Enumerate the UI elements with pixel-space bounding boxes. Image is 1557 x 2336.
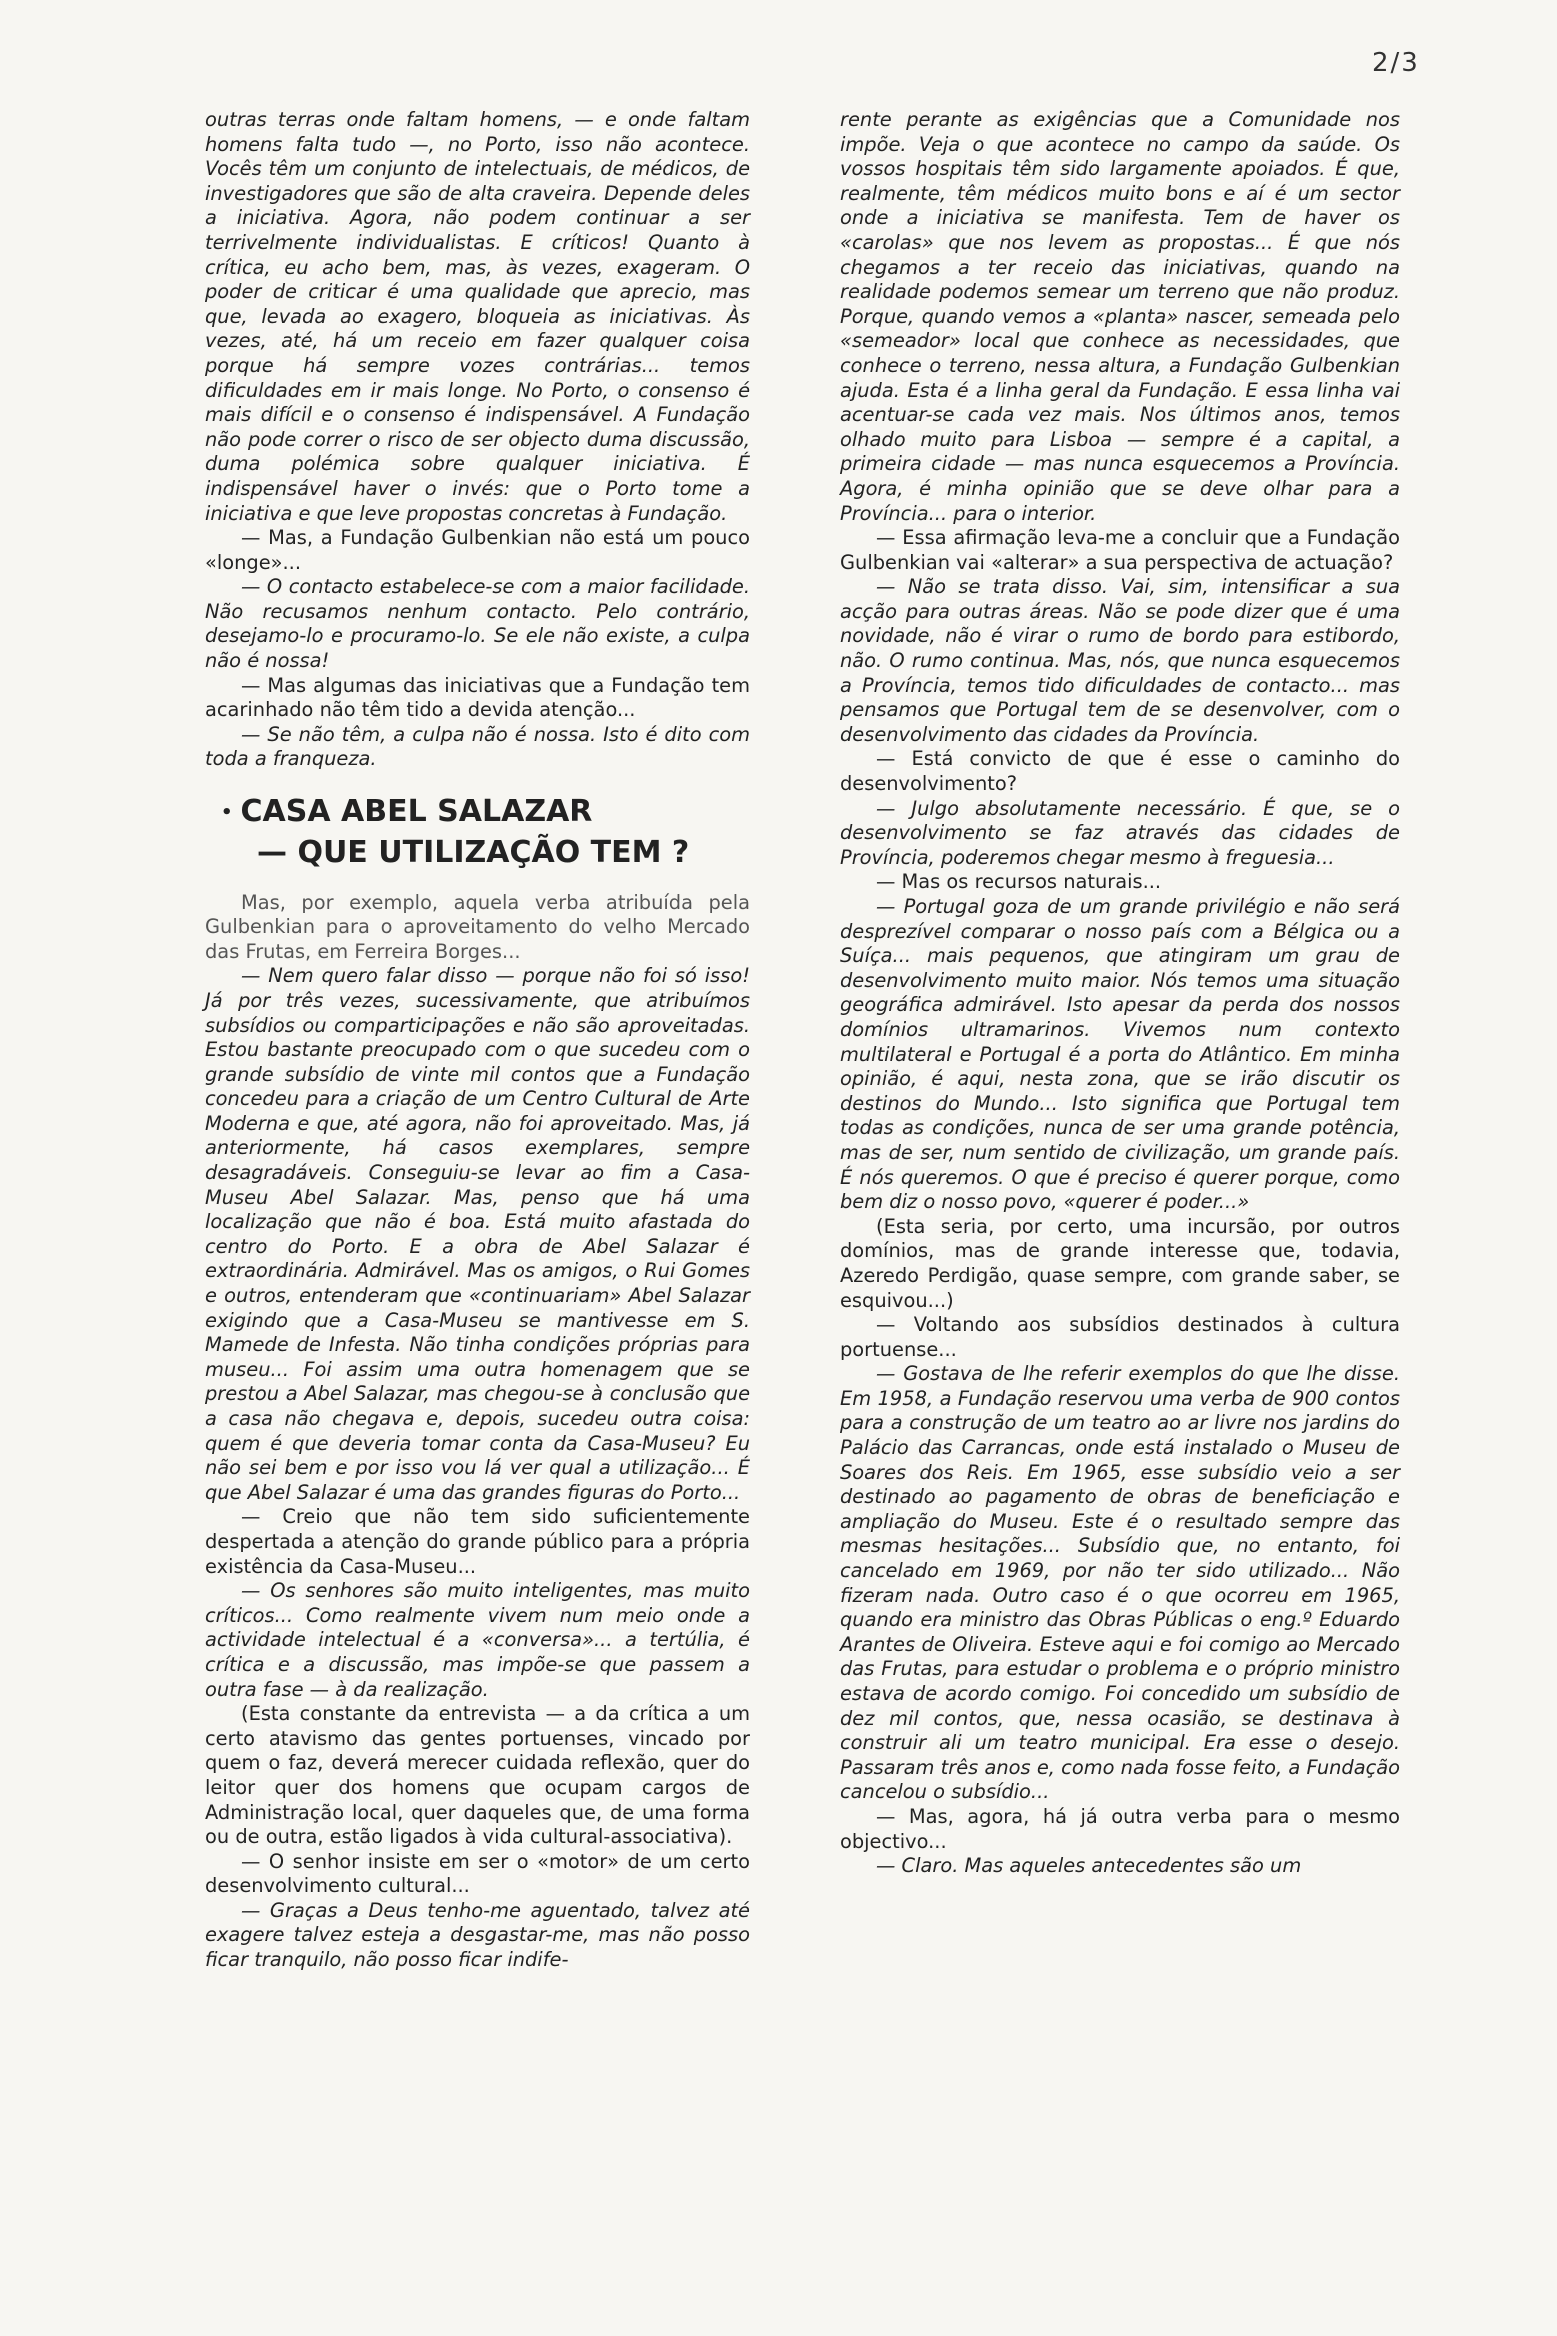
- right-paragraph: — Voltando aos subsídios destinados à cultura portuense...: [840, 1313, 1400, 1361]
- left-paragraph: — Nem quero falar disso — porque não foi só isso! Já por três vezes, sucessivamente, que atribuímos subsídios ou comparticipações e não são aproveitadas. Estou bastante preocupado com o que sucedeu com o grande subsídio de vinte mil contos que a Fundação concedeu para a criação de um Centro Cultural de Arte Moderna e que, até agora, não foi aproveitado. Mas, já anteriormente, há casos exemplares, sempre desagradáveis. Conseguiu-se levar ao fim a Casa-Museu Abel Salazar. Mas, penso que há uma localização que não é boa. Está muito afastada do centro do Porto. E a obra de Abel Salazar é extraordinária. Admirável. Mas os amigos, o Rui Gomes e outros, entenderam que «continuariam» Abel Salazar exigindo que a Casa-Museu se mantivesse em S. Mamede de Infesta. Não tinha condições próprias para museu... Foi assim uma outra homenagem que se prestou a Abel Salazar, mas chegou-se à conclusão que a casa não chegava e, depois, sucedeu outra coisa: quem é que deveria tomar conta da Casa-Museu? Eu não sei bem e por isso vou lá ver qual a utilização... É que Abel Salazar é uma das grandes figuras do Porto...: [205, 964, 750, 1504]
- left-paragraph: — Creio que não tem sido suficientemente despertada a atenção do grande público para a própria existência da Casa-Museu...: [205, 1505, 750, 1578]
- left-paragraph: — Graças a Deus tenho-me aguentado, talvez até exagere talvez esteja a desgastar-me, mas não posso ficar tranquilo, não posso ficar indife-: [205, 1898, 750, 1972]
- right-paragraph: — Mas, agora, há já outra verba para o mesmo objectivo...: [840, 1804, 1400, 1853]
- right-paragraph: — Julgo absolutamente necessário. É que, se o desenvolvimento se faz através das cidades de Província, poderemos chegar mesmo à freguesia...: [840, 796, 1400, 869]
- right-paragraph: — Gostava de lhe referir exemplos do que lhe disse. Em 1958, a Fundação reservou uma verba de 900 contos para a construção de um teatro ao ar livre nos jardins do Palácio das Carrancas, onde está instalado o Museu de Soares dos Reis. Em 1965, esse subsídio veio a ser destinado ao pagamento de obras de beneficiação e ampliação do Museu. Este é o resultado sempre das mesmas hesitações... Subsídio que, no entanto, foi cancelado em 1969, por não ter sido utilizado... Não fizeram nada. Outro caso é o que ocorreu em 1965, quando era ministro das Obras Públicas o eng.º Eduardo Arantes de Oliveira. Esteve aqui e foi comigo ao Mercado das Frutas, para estudar o problema e o próprio ministro estava de acordo comigo. Foi concedido um subsídio de dez mil contos, que, nessa ocasião, se destinava à construir ali um teatro municipal. Era esse o desejo. Passaram três anos e, como nada fosse feito, a Fundação cancelou o subsídio...: [840, 1362, 1400, 1804]
- left-paragraph: Mas, por exemplo, aquela verba atribuída pela Gulbenkian para o aproveitamento do velho Mercado das Frutas, em Ferreira Borges...: [205, 890, 750, 963]
- right-paragraph: rente perante as exigências que a Comunidade nos impõe. Veja o que acontece no campo da saúde. Os vossos hospitais têm sido largamente apoiados. É que, realmente, têm médicos muito bons e aí é um sector onde a iniciativa se manifesta. Tem de haver os «carolas» que nos levem as propostas... É que nós chegamos a ter receio das iniciativas, quando na realidade podemos semear um terreno que não produz. Porque, quando vemos a «planta» nascer, semeada pelo «semeador» local que conhece as necessidades, que conhece o terreno, nessa altura, a Fundação Gulbenkian ajuda. Esta é a linha geral da Fundação. E essa linha vai acentuar-se cada vez mais. Nos últimos anos, temos olhado muito para Lisboa — sempre é a capital, a primeira cidade — mas nunca esquecemos a Província. Agora, é minha opinião que se deve olhar para a Província... para o interior.: [840, 108, 1400, 525]
- right-paragraph: — Essa afirmação leva-me a concluir que a Fundação Gulbenkian vai «alterar» a sua perspectiva de actuação?: [840, 526, 1400, 574]
- right-paragraph: — Mas os recursos naturais...: [876, 870, 1162, 894]
- right-paragraph: — Claro. Mas aqueles antecedentes são um: [876, 1854, 1302, 1878]
- right-paragraph: — Não se trata disso. Vai, sim, intensificar a sua acção para outras áreas. Não se pode dizer que é uma novidade, não é virar o rumo de bordo para estibordo, não. O rumo continua. Mas, nós, que nunca esquecemos a Província, temos tido dificuldades de contacto... mas pensamos que Portugal tem de se desenvolver, com o desenvolvimento das cidades da Província.: [840, 575, 1400, 746]
- right-paragraph: (Esta seria, por certo, uma incursão, por outros domínios, mas de grande interesse que, todavia, Azeredo Perdigão, quase sempre, com grande saber, se esquivou...): [840, 1214, 1400, 1312]
- right-paragraph: — Está convicto de que é esse o caminho do desenvolvimento?: [840, 747, 1400, 796]
- heading-line-1: CASA ABEL SALAZAR: [240, 794, 593, 830]
- left-paragraph: (Esta constante da entrevista — a da crítica a um certo atavismo das gentes portuenses, vincado por quem o faz, deverá merecer cuidada reflexão, quer do leitor quer dos homens que ocupam cargos de Administração local, quer daqueles que, de uma forma ou de outra, estão ligados à vida cultural-associativa).: [205, 1702, 750, 1849]
- heading-bullet: •: [221, 801, 233, 823]
- section-heading: [205, 792, 750, 873]
- right-column: [840, 108, 1400, 1879]
- left-paragraph: — Mas, a Fundação Gulbenkian não está um pouco «longe»...: [205, 526, 750, 574]
- left-paragraph: — Os senhores são muito inteligentes, mas muito críticos... Como realmente vivem num meio onde a actividade intelectual é a «conversa»... a tertúlia, é crítica e a discussão, mas impõe-se que passem a outra fase — à da realização.: [205, 1579, 750, 1701]
- left-paragraph: outras terras onde faltam homens, — e onde faltam homens falta tudo —, no Porto, isso não acontece. Vocês têm um conjunto de intelectuais, de médicos, de investigadores que são de alta craveira. Depende deles a iniciativa. Agora, não podem continuar a ser terrivelmente individualistas. E críticos! Quanto à crítica, eu acho bem, mas, às vezes, exageram. O poder de criticar é uma qualidade que aprecio, mas que, levada ao exagero, bloqueia as iniciativas. Às vezes, até, há um receio em fazer qualquer coisa porque há sempre vozes contrárias... temos dificuldades em ir mais longe. No Porto, o consenso é mais difícil e o consenso é indispensável. A Fundação não pode correr o risco de ser objecto duma discussão, duma polémica sobre qualquer iniciativa. É indispensável haver o invés: que o Porto tome a iniciativa e que leve propostas concretas à Fundação.: [205, 108, 750, 525]
- right-paragraph: — Portugal goza de um grande privilégio e não será desprezível comparar o nosso país com a Bélgica ou a Suíça... mais pequenos, que atingiram um grau de desenvolvimento muito maior. Nós temos uma situação geográfica admirável. Isto apesar da perda dos nossos domínios ultramarinos. Vivemos num contexto multilateral e Portugal é a porta do Atlântico. Em minha opinião, é aqui, nesta zona, que se irão discutir os destinos do Mundo... Isto significa que Portugal tem todas as condições, nunca de ser uma grande potência, mas de ser, num sentido de civilização, um grande país. É nós queremos. O que é preciso é querer porque, como bem diz o nosso povo, «querer é poder...»: [840, 895, 1400, 1214]
- left-paragraph: — O contacto estabelece-se com a maior facilidade. Não recusamos nenhum contacto. Pelo contrário, desejamo-lo e procuramo-lo. Se ele não existe, a culpa não é nossa!: [205, 575, 750, 673]
- page-number: 2/3: [1372, 48, 1420, 78]
- left-paragraph: — Se não têm, a culpa não é nossa. Isto é dito com toda a franqueza.: [205, 722, 750, 771]
- left-column: [205, 108, 750, 1973]
- left-paragraph: — O senhor insiste em ser o «motor» de um certo desenvolvimento cultural...: [205, 1849, 750, 1898]
- heading-line-2: — QUE UTILIZAÇÃO TEM ?: [257, 834, 690, 870]
- left-paragraph: — Mas algumas das iniciativas que a Fundação tem acarinhado não têm tido a devida atenção...: [205, 673, 750, 722]
